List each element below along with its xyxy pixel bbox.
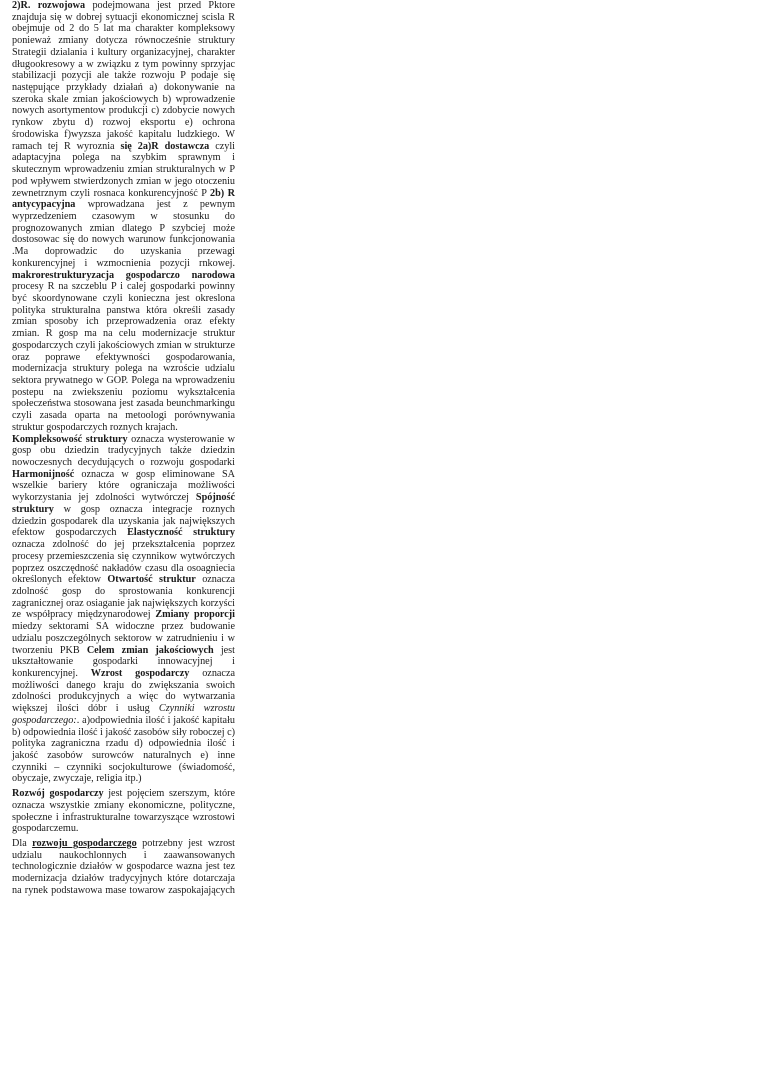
body-text: Dla [12, 838, 33, 850]
body-text: oznacza zdolność do jej przekształcenia poprzez procesy przemieszczenia się czynnikow wytwórczych poprzez oszczędność nakładów czasu dla osoagniecia określonych efektow [12, 539, 235, 586]
bold-term: Wzrost gospodarczy [90, 667, 190, 679]
body-text: oznacza wysterowanie w gosp obu dziedzin tradycyjnych także dziedzin nowoczesnych decydujących o rozwoju gospodarki [12, 433, 235, 469]
bold-term: się 2a)R dostawcza [120, 140, 210, 152]
paragraph-structure-features [12, 434, 235, 786]
bold-term: 2b) R antycypacyjna [12, 187, 235, 211]
paragraph-restructuring [12, 0, 235, 434]
bold-term: makrorestrukturyzacja gospodarczo narodowa [12, 269, 235, 281]
body-text: jest ukształtowanie gospodarki innowacyjnej i konkurencyjnej. [12, 644, 235, 679]
body-text: procesy R na szczeblu P i calej gospodarki powinny być skoordynowane czyli konieczna jest okreslona polityka strukturalna panstwa która określi zasady zmian sposoby ich przeprowadzenia oraz efekty zmian. R gosp ma na celu modernizacje struktur gospodarczych czyli jakościowych zmian w strukturze oraz poprawe efektywności gospodarowania, modernizacja struktury polega na wzroście udzialu sektora prywatnego w GOP. Polega na wprowadzeniu postepu na zwiekszeniu poziomu wykształcenia społeczeństwa stosowana jest zasada beunchmarkingu czyli zasada oparta na metoologi porównywania struktur gospodarczych roznych krajach. [12, 281, 235, 433]
body-text: podejmowana jest przed Pktore znajduja się w dobrej sytuacji ekonomicznej scisla R obejmuje od 2 do 5 lat ma charakter kompleksowy ponieważ zmiany dotycza równocześnie struktury Strategii dzialania i kultury organizacyjnej, charakter długookresowy a w związku z tym powinny sprzyjac stabilizacji pozycji ale także rozwoju P podaje się następujące przykłady działań a) dokonywanie na szeroka skale zmian jakościowych b) wprowadzenie nowych asortymentow produkcji c) zdobycie nowych rynkow zbytu d) rozwoj eksportu e) ochrona środowiska f)wyzsza jakość kapitalu ludzkiego. W ramach tej R wyroznia [12, 0, 236, 152]
bold-term: Spójność struktury [12, 492, 235, 515]
body-text: wprowadzana jest z pewnym wyprzedzeniem czasowym w stosunku do prognozowanych zmian dlatego P szybciej może dostosowac się do nowych warunow funkcjonowania .Ma doprowadzic do uzyskania przewagi konkurencyjnej i wzmocnienia pozycji rnkowej. [12, 199, 235, 269]
bold-term: Kompleksowość struktury [12, 433, 128, 445]
italic-term: Czynniki wzrostu gospodarczego: [12, 703, 236, 726]
document-text-column [12, 0, 235, 897]
body-text: oznacza możliwości danego kraju do zwiększania swoich zdolności produkcyjnych a więc do wytwarzania większej ilości dóbr i usług [12, 667, 235, 715]
body-text: oznacza w gosp eliminowane SA wszelkie bariery które ograniczaja możliwości wykorzystania jej zdolności wytwórczej [12, 468, 235, 504]
body-text: jest pojęciem szerszym, które oznacza wszystkie zmiany ekonomiczne, polityczne, społeczne i infrastrukturalne towarzyszące wzrostowi gospodarczemu. [12, 788, 235, 835]
body-text: potrzebny jest wzrost udzialu naukochlonnych i zaawansowanych technologicznie działów w gospodarce wazna jest tez modernizacja działów tradycyjnych które dotarczaja na rynek podstawowa mase towarow zaspokajających [12, 838, 235, 896]
bold-term: Harmonijność [12, 468, 75, 480]
bold-term: rozwoju gospodarczego [32, 838, 137, 850]
bold-term: Zmiany proporcji [155, 609, 235, 621]
bold-term: Rozwój gospodarczy [12, 788, 104, 800]
paragraph-development-requirements [12, 838, 235, 897]
bold-term: Otwartość struktur [107, 574, 196, 586]
body-text: w gosp oznacza integracje roznych dziedzin gospodarek dla uzyskania jak największych efektow gospodarczych [12, 503, 235, 539]
body-text: czyli adaptacyjna polega na szybkim sprawnym i skutecznym wprowadzeniu zmian strukturalnych w P pod wpływem stwierdzonych zmian w jego otoczeniu zewnetrznym czyli rosnaca konkurencyjność P [12, 140, 235, 199]
bold-term: Celem zmian jakościowych [86, 644, 214, 656]
bold-term: 2)R. rozwojowa [12, 0, 86, 11]
paragraph-economic-development [12, 788, 235, 835]
body-text: miedzy sektorami SA widoczne przez budowanie udzialu poszczególnych sektorow w zatrudnieniu i w tworzeniu PKB [12, 621, 235, 656]
bold-term: Elastyczność struktury [127, 527, 235, 539]
body-text: oznacza zdolność gosp do sprostowania konkurencji zagranicznej oraz osiaganie jak największych korzyści ze współpracy międzynarodowej [12, 574, 235, 621]
body-text: . a)odpowiednia ilość i jakość kapitału b) odpowiednia ilość i jakość zasobów siły roboczej c) polityka zagraniczna rzadu d) odpowiednia ilość i jakość zasobów surowców naturalnych e) inne czynniki – czynniki socjokulturowe (świadomość, obyczaje, zwyczaje, religia itp.) [12, 714, 235, 785]
